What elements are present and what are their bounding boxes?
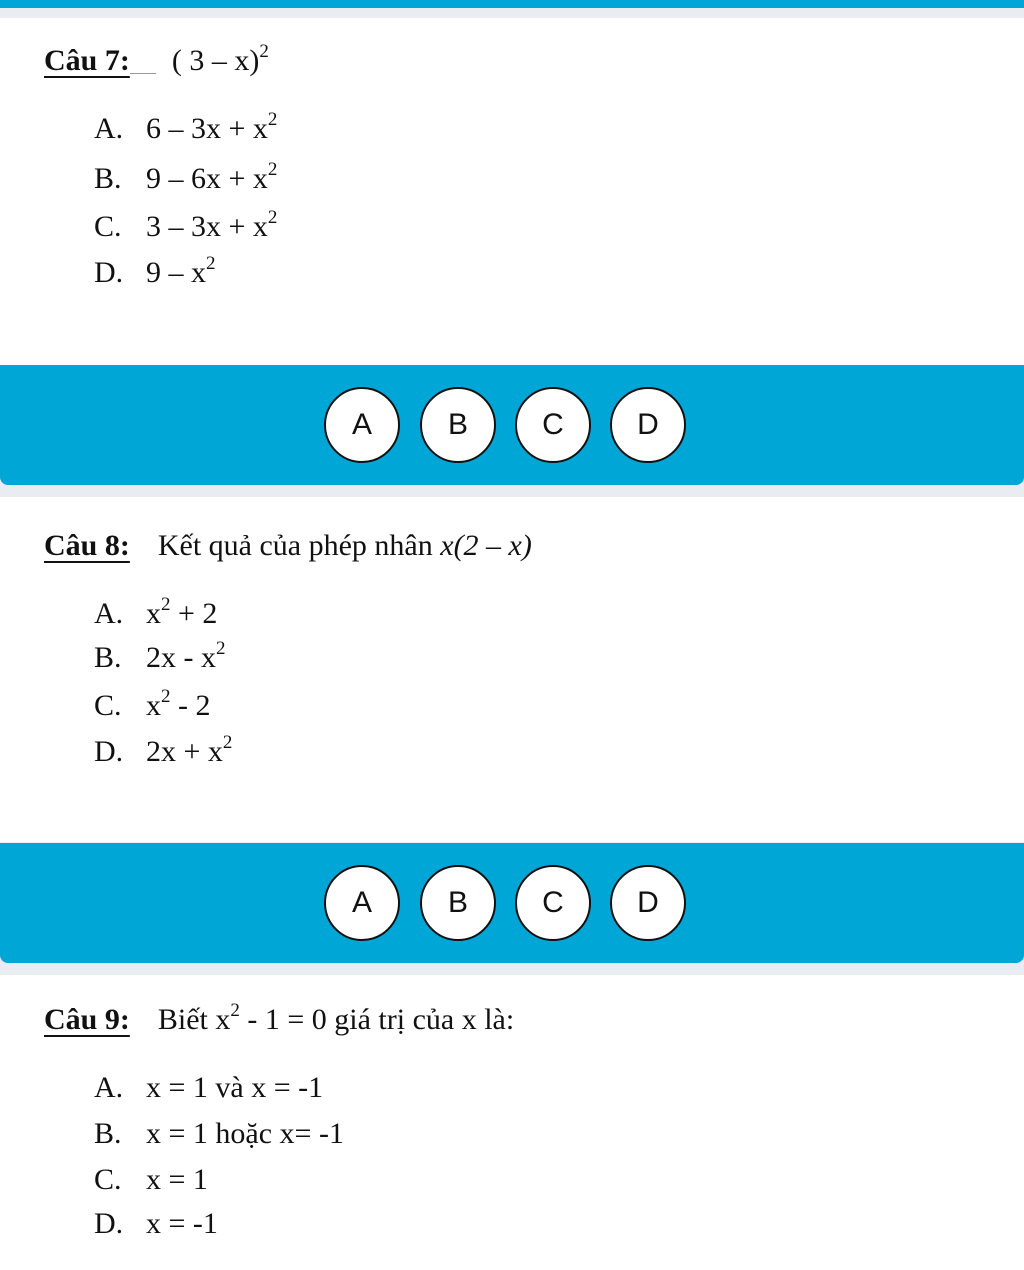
option-d: D. x = -1 <box>94 1207 218 1240</box>
option-a: A. $x^2 + 2$ <box>94 594 218 630</box>
answer-button-d[interactable]: D <box>610 387 686 463</box>
option-a: A. $6 - 3x + x^2$ <box>94 109 278 145</box>
question-header <box>44 529 532 563</box>
question-label: Câu 8: <box>44 529 130 562</box>
answer-button-b[interactable]: B <box>420 387 496 463</box>
option-b: B. $9 - 6x + x^2$ <box>94 159 278 195</box>
option-c: C. $x^2 - 2$ <box>94 686 211 722</box>
question-card-9 <box>0 975 1024 1270</box>
top-accent-bar <box>0 0 1024 8</box>
question-card-7 <box>0 18 1024 366</box>
question-header <box>44 1000 515 1037</box>
answer-bar-7 <box>0 365 1024 485</box>
option-a: A. x = 1 và x = -1 <box>94 1071 324 1104</box>
question-label: Câu 9: <box>44 1003 130 1036</box>
question-label: Câu 7: <box>44 44 130 77</box>
answer-button-c[interactable]: C <box>515 865 591 941</box>
answer-bar-8 <box>0 843 1024 963</box>
option-d: D. $9 - x^2$ <box>94 253 216 289</box>
question-stem: Biết $x^2 - 1 = 0$ giá trị của x là: <box>157 1000 515 1036</box>
answer-button-a[interactable]: A <box>324 865 400 941</box>
question-stem: Kết quả của phép nhân x(2 – x) <box>157 529 532 562</box>
option-c: C. x = 1 <box>94 1163 208 1196</box>
question-stem: ( 3 – x)$^2$ <box>171 41 269 77</box>
answer-button-c[interactable]: C <box>515 387 591 463</box>
question-header <box>44 41 269 78</box>
option-b: B. $2x - x^2$ <box>94 638 226 674</box>
option-d: D. $2x + x^2$ <box>94 732 233 768</box>
question-card-8 <box>0 497 1024 842</box>
label-underline-gap <box>130 72 156 74</box>
option-c: C. $3 - 3x + x^2$ <box>94 207 278 243</box>
answer-button-a[interactable]: A <box>324 387 400 463</box>
answer-button-d[interactable]: D <box>610 865 686 941</box>
answer-button-b[interactable]: B <box>420 865 496 941</box>
option-b: B. x = 1 hoặc x= -1 <box>94 1117 344 1150</box>
